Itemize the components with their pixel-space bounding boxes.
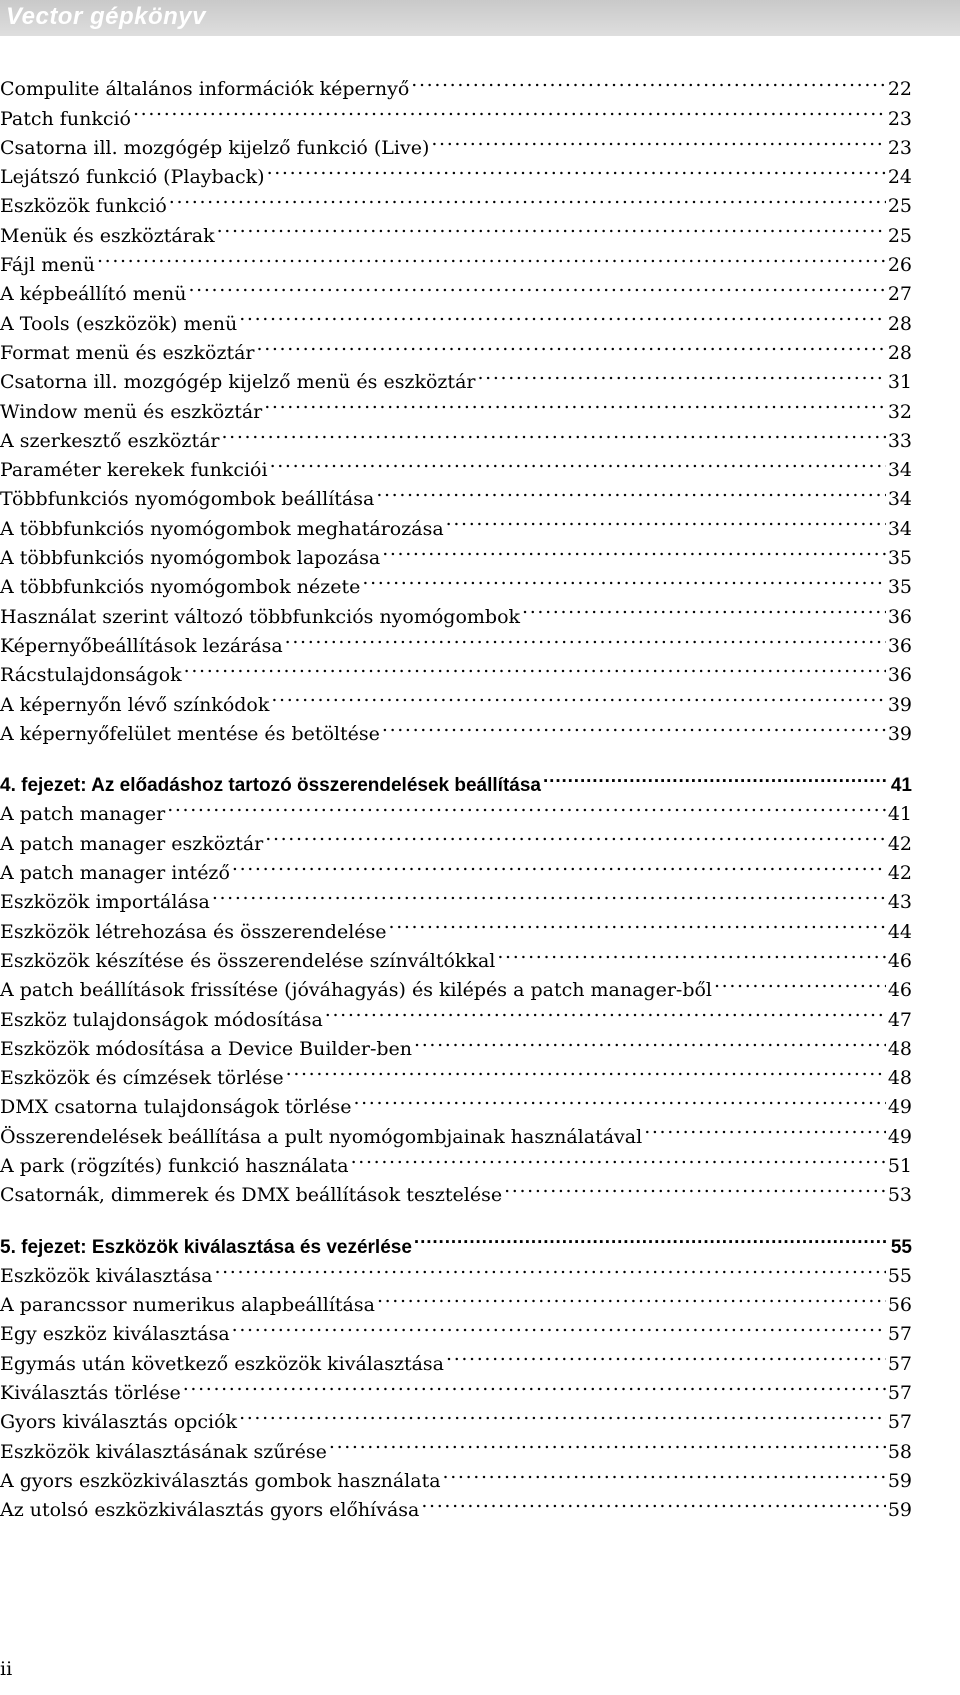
entry-title: Összerendelések beállítása a pult nyomógombjainak használatával [0, 1125, 643, 1148]
dot-leader [325, 996, 886, 1025]
entry-page-number: 49 [887, 1125, 912, 1148]
entry-title: Lejátszó funkció (Playback) [0, 166, 265, 189]
entry-title: A többfunkciós nyomógombok meghatározása [0, 517, 444, 540]
entry-title: Eszközök létrehozása és összerendelése [0, 920, 387, 943]
entry-page-number: 48 [887, 1067, 912, 1090]
entry-title: A Tools (eszközök) menü [0, 312, 238, 335]
entry-title: Eszközök funkció [0, 195, 167, 218]
dot-leader [189, 271, 886, 300]
dot-leader [411, 66, 886, 95]
entry-page-number: 55 [890, 1236, 912, 1258]
entry-page-number: 59 [887, 1469, 912, 1492]
entry-page-number: 33 [887, 429, 912, 452]
toc-entry[interactable] [0, 95, 912, 130]
entry-title: Kiválasztás törlése [0, 1382, 181, 1405]
entry-title: Format menü és eszköztár [0, 341, 255, 364]
entry-title: Gyors kiválasztás opciók [0, 1411, 238, 1434]
entry-page-number: 25 [887, 195, 912, 218]
entry-page-number: 36 [887, 605, 912, 628]
entry-page-number: 48 [887, 1037, 912, 1060]
entry-page-number: 36 [887, 664, 912, 687]
dot-leader [183, 1370, 886, 1399]
entry-page-number: 41 [887, 803, 912, 826]
dot-leader [431, 125, 885, 154]
entry-title: A gyors eszközkiválasztás gombok használata [0, 1469, 441, 1492]
entry-page-number: 23 [887, 107, 912, 130]
dot-leader [353, 1084, 885, 1113]
toc-entry[interactable] [0, 66, 912, 101]
entry-page-number: 35 [887, 576, 912, 599]
entry-page-number: 28 [887, 341, 912, 364]
entry-title: Eszközök és címzések törlése [0, 1067, 284, 1090]
entry-title: Compulite általános információk képernyő [0, 78, 410, 101]
toc-entry[interactable] [0, 125, 912, 159]
entry-title: A többfunkciós nyomógombok nézete [0, 576, 361, 599]
dot-leader [214, 1253, 885, 1282]
entry-page-number: 34 [887, 488, 912, 511]
page-number: ii [0, 1658, 13, 1680]
dot-leader [382, 535, 886, 564]
entry-page-number: 58 [887, 1440, 912, 1463]
entry-page-number: 57 [887, 1352, 912, 1375]
entry-title: A patch manager [0, 803, 166, 826]
entry-page-number: 39 [887, 722, 912, 745]
dot-leader [389, 908, 886, 937]
table-of-contents [0, 66, 912, 1522]
entry-page-number: 55 [887, 1264, 912, 1287]
dot-leader [232, 1311, 886, 1340]
entry-title: A patch beállítások frissítése (jóváhagyás) és kilépés a patch manager-ből [0, 979, 712, 1002]
entry-title: A többfunkciós nyomógombok lapozása [0, 547, 381, 570]
entry-title: Eszközök készítése és összerendelése színváltókkal [0, 949, 496, 972]
entry-title: Csatorna ill. mozgógép kijelző menü és eszköztár [0, 371, 476, 394]
entry-title: Képernyőbeállítások lezárása [0, 634, 283, 657]
dot-leader [644, 1113, 886, 1142]
dot-leader [714, 967, 886, 996]
entry-title: Az utolsó eszközkiválasztás gyors előhívása [0, 1499, 420, 1522]
dot-leader [239, 300, 886, 329]
entry-title: Csatornák, dimmerek és DMX beállítások tesztelése [0, 1184, 503, 1207]
entry-page-number: 31 [887, 371, 912, 394]
entry-title: A képernyőfelület mentése és betöltése [0, 722, 380, 745]
entry-title: Rácstulajdonságok [0, 664, 182, 687]
dot-leader [97, 242, 886, 271]
entry-title: Eszközök módosítása a Device Builder-ben [0, 1037, 413, 1060]
entry-title: A park (rögzítés) funkció használata [0, 1154, 349, 1177]
toc-entry[interactable] [0, 271, 912, 306]
chapter-heading[interactable] [0, 762, 912, 797]
dot-leader [446, 505, 886, 534]
entry-page-number: 51 [887, 1154, 912, 1177]
entry-title: Eszközök kiválasztásának szűrése [0, 1440, 327, 1463]
dot-leader [376, 476, 885, 505]
dot-leader [443, 1458, 886, 1487]
dot-leader [265, 820, 886, 849]
manual-title: Vector gépkönyv [6, 3, 207, 30]
dot-leader [167, 791, 886, 820]
entry-page-number: 53 [887, 1184, 912, 1207]
entry-page-number: 28 [887, 312, 912, 335]
entry-page-number: 49 [887, 1096, 912, 1119]
dot-leader [362, 564, 885, 593]
dot-leader [222, 418, 886, 447]
entry-title: Fájl menü [0, 254, 95, 277]
dot-leader [271, 681, 885, 710]
entry-title: Patch funkció [0, 107, 131, 130]
dot-leader [446, 1340, 886, 1369]
dot-leader [264, 388, 886, 417]
entry-page-number: 44 [887, 920, 912, 943]
entry-title: A patch manager eszköztár [0, 832, 264, 855]
dot-leader [217, 212, 886, 241]
dot-leader [497, 938, 885, 967]
entry-page-number: 27 [887, 283, 912, 306]
dot-leader [285, 623, 886, 652]
entry-page-number: 47 [887, 1008, 912, 1031]
entry-title: A patch manager intéző [0, 862, 230, 885]
entry-title: Egy eszköz kiválasztása [0, 1323, 230, 1346]
entry-title: Többfunkciós nyomógombok beállítása [0, 488, 375, 511]
toc-entry[interactable] [0, 242, 912, 277]
entry-title: 4. fejezet: Az előadáshoz tartozó összerendelések beállítása [0, 775, 541, 797]
chapter-heading[interactable] [0, 1223, 912, 1258]
dot-leader [414, 1223, 889, 1252]
dot-leader [377, 1282, 886, 1311]
entry-page-number: 46 [887, 949, 912, 972]
dot-leader [232, 850, 886, 879]
entry-page-number: 57 [887, 1323, 912, 1346]
entry-page-number: 57 [887, 1382, 912, 1405]
entry-page-number: 35 [887, 547, 912, 570]
entry-title: 5. fejezet: Eszközök kiválasztása és vezérlése [0, 1236, 412, 1258]
entry-page-number: 42 [887, 832, 912, 855]
entry-title: DMX csatorna tulajdonságok törlése [0, 1096, 352, 1119]
entry-title: Eszközök importálása [0, 891, 210, 914]
dot-leader [421, 1487, 885, 1516]
entry-title: Eszköz tulajdonságok módosítása [0, 1008, 323, 1031]
entry-page-number: 39 [887, 693, 912, 716]
entry-page-number: 26 [887, 254, 912, 277]
entry-title: Egymás után következő eszközök kiválasztása [0, 1352, 445, 1375]
entry-title: A képernyőn lévő színkódok [0, 693, 270, 716]
entry-page-number: 59 [887, 1499, 912, 1522]
entry-title: A szerkesztő eszköztár [0, 429, 220, 452]
entry-title: Paraméter kerekek funkciói [0, 459, 268, 482]
dot-leader [184, 652, 886, 681]
entry-page-number: 22 [887, 78, 912, 101]
entry-page-number: 36 [887, 634, 912, 657]
entry-page-number: 41 [890, 775, 912, 797]
dot-leader [414, 1026, 886, 1055]
dot-leader [239, 1399, 886, 1428]
dot-leader [267, 154, 886, 183]
entry-page-number: 46 [887, 979, 912, 1002]
entry-page-number: 25 [887, 224, 912, 247]
entry-title: Menük és eszköztárak [0, 224, 215, 247]
dot-leader [212, 879, 886, 908]
dot-leader [543, 762, 889, 791]
dot-leader [477, 359, 885, 388]
entry-page-number: 56 [887, 1294, 912, 1317]
dot-leader [351, 1143, 886, 1172]
dot-leader [504, 1172, 886, 1201]
entry-page-number: 34 [887, 459, 912, 482]
entry-page-number: 23 [887, 136, 912, 159]
dot-leader [270, 447, 886, 476]
entry-page-number: 42 [887, 862, 912, 885]
dot-leader [169, 183, 886, 212]
entry-title: Csatorna ill. mozgógép kijelző funkció (Live) [0, 136, 430, 159]
entry-page-number: 32 [887, 400, 912, 423]
entry-page-number: 57 [887, 1411, 912, 1434]
header-bar [0, 0, 960, 36]
dot-leader [133, 95, 886, 124]
entry-title: A parancssor numerikus alapbeállítása [0, 1294, 375, 1317]
entry-page-number: 34 [887, 517, 912, 540]
dot-leader [257, 330, 886, 359]
entry-page-number: 24 [887, 166, 912, 189]
entry-page-number: 43 [887, 891, 912, 914]
entry-title: Használat szerint változó többfunkciós nyomógombok [0, 605, 521, 628]
dot-leader [286, 1055, 886, 1084]
entry-title: A képbeállító menü [0, 283, 187, 306]
dot-leader [382, 711, 886, 740]
dot-leader [329, 1428, 886, 1457]
dot-leader [522, 593, 886, 622]
entry-title: Window menü és eszköztár [0, 400, 263, 423]
entry-title: Eszközök kiválasztása [0, 1264, 213, 1287]
